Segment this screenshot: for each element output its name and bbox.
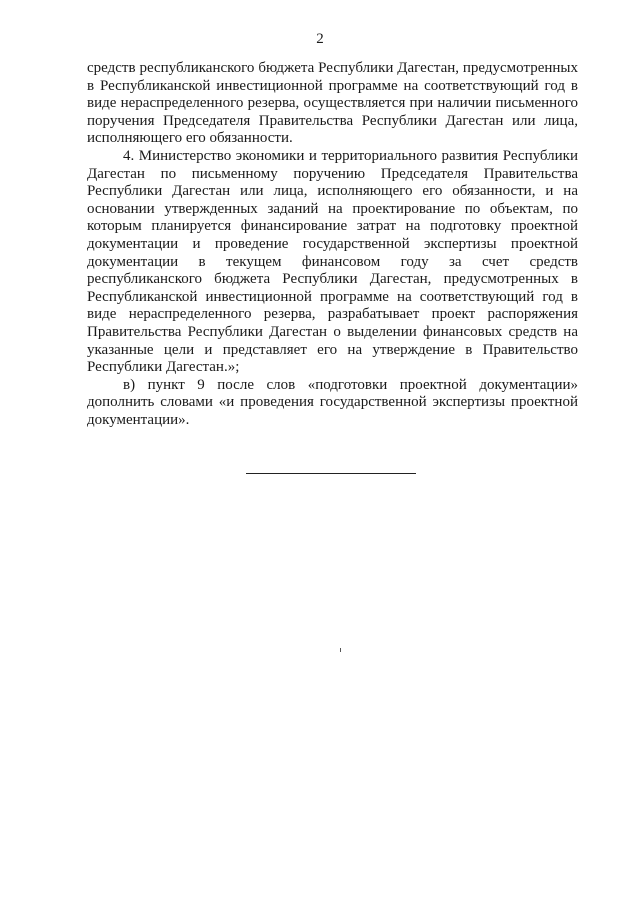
document-body [87,60,578,429]
scan-speck [340,648,341,652]
closing-separator-line [246,473,416,474]
page-number: 2 [316,31,324,47]
paragraph-subitem-v: в) пункт 9 после слов «подготовки проектной документации» дополнить словами «и проведения государственной экспертизы проектной документации». [87,376,578,428]
paragraph-item-4: 4. Министерство экономики и территориального развития Республики Дагестан по письменному поручению Председателя Правительства Республики Дагестан или лица, исполняющего его обязанности, и на основании утвержденных заданий на проектирование по объектам, по которым планируется финансирование затрат на подготовку проектной документации и проведение государственной экспертизы проектной документации в текущем финансовом году за счет средств республиканского бюджета Республики Дагестан, предусмотренных в Республиканской инвестиционной программе на соответствующий год в виде нераспределенного резерва, разрабатывает проект распоряжения Правительства Республики Дагестан о выделении финансовых средств на указанные цели и представляет его на утверждение в Правительство Республики Дагестан.»; [87,147,578,376]
paragraph-continuation: средств республиканского бюджета Республики Дагестан, предусмотренных в Республиканской инвестиционной программе на соответствующий год в виде нераспределенного резерва, осуществляется при наличии письменного поручения Председателя Правительства Республики Дагестан или лица, исполняющего его обязанности. [87,60,578,147]
